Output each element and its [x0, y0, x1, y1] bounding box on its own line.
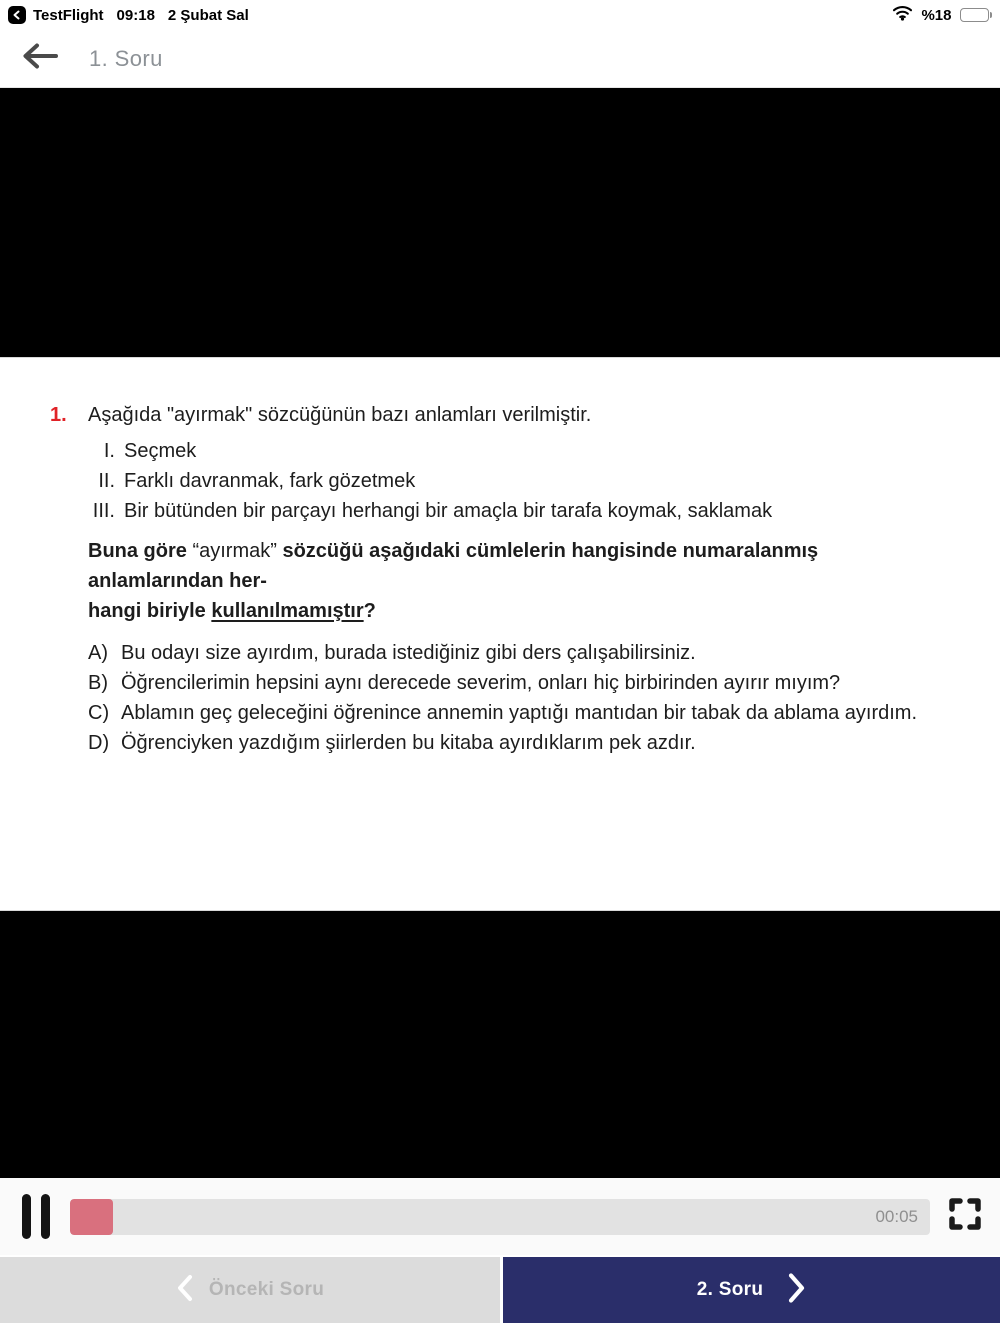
option-c [88, 698, 952, 728]
status-app-name: TestFlight [33, 6, 104, 24]
option-text: Ablamın geç geleceğini öğrenince annemin yaptığı mantıdan bir tabak da ablama ayırdım. [121, 702, 918, 724]
chevron-right-icon [787, 1272, 806, 1309]
status-bar-left [8, 6, 249, 24]
status-time: 09:18 [116, 6, 155, 24]
meaning-text: Farklı davranmak, fark gözetmek [124, 470, 416, 492]
bottom-nav [0, 1255, 1000, 1334]
fullscreen-button[interactable] [946, 1198, 984, 1236]
question-stem [88, 536, 952, 626]
nav-bar [0, 30, 1000, 88]
stem-quoted-word: “ayırmak” [192, 540, 277, 562]
option-text: Öğrencilerimin hepsini aynı derecede severim, onları hiç birbirinden ayırır mıyım? [121, 672, 841, 694]
status-bar [0, 0, 1000, 30]
pause-icon [22, 1194, 31, 1239]
meanings-list [88, 436, 952, 526]
meaning-text: Seçmek [124, 440, 197, 462]
pause-button[interactable] [22, 1194, 50, 1239]
previous-question-label: Önceki Soru [208, 1279, 325, 1300]
stem-line1-end: sözcüğü aşağıdaki cümlelerin hangisinde numaralanmış anlamlarından her- [88, 540, 819, 592]
meaning-numeral: II. [98, 470, 115, 492]
arrow-left-icon [20, 40, 60, 77]
fullscreen-icon [947, 1196, 983, 1237]
back-button[interactable] [20, 41, 64, 77]
option-label: A) [88, 642, 108, 664]
player-controls [0, 1178, 1000, 1255]
option-d [88, 728, 952, 758]
stem-underlined-word: kullanılmamıştır [211, 600, 364, 622]
option-label: D) [88, 732, 110, 754]
option-label: C) [88, 702, 110, 724]
elapsed-time: 00:05 [875, 1206, 918, 1226]
video-area-bottom[interactable] [0, 910, 1000, 1178]
list-item [88, 436, 952, 466]
progress-bar[interactable] [70, 1199, 930, 1235]
next-question-button[interactable] [503, 1257, 1000, 1323]
battery-icon [960, 8, 993, 22]
next-question-label: 2. Soru [696, 1279, 764, 1300]
stem-question-mark: ? [363, 600, 376, 622]
meaning-text: Bir bütünden bir parçayı herhangi bir amaçla bir tarafa koymak, saklamak [124, 500, 773, 522]
progress-fill [70, 1199, 113, 1235]
previous-question-button[interactable] [0, 1257, 500, 1323]
back-to-testflight-button[interactable] [8, 6, 104, 24]
question-body [88, 400, 952, 758]
video-area-top[interactable] [0, 88, 1000, 358]
options-list [88, 638, 952, 758]
meaning-numeral: I. [103, 440, 115, 462]
battery-percent-label: %18 [921, 6, 952, 24]
chevron-left-icon [8, 6, 26, 24]
stem-bold-start: Buna göre [88, 540, 193, 562]
status-date: 2 Şubat Sal [167, 6, 249, 24]
chevron-left-icon [176, 1274, 193, 1307]
option-label: B) [88, 672, 108, 694]
status-bar-right [892, 5, 992, 25]
question-number: 1. [50, 404, 67, 426]
page-title: 1. Soru [89, 45, 163, 71]
option-a [88, 638, 952, 668]
option-b [88, 668, 952, 698]
pause-icon [41, 1194, 50, 1239]
option-text: Öğrenciyken yazdığım şiirlerden bu kitaba ayırdıklarım pek azdır. [121, 732, 696, 754]
list-item [88, 466, 952, 496]
stem-line2-start: hangi biriyle [88, 600, 212, 622]
question-intro: Aşağıda "ayırmak" sözcüğünün bazı anlamları verilmiştir. [88, 404, 592, 426]
option-text: Bu odayı size ayırdım, burada istediğiniz gibi ders çalışabilirsiniz. [121, 642, 696, 664]
question-content [0, 358, 1000, 910]
list-item [88, 496, 952, 526]
meaning-numeral: III. [92, 500, 115, 522]
wifi-icon [892, 5, 913, 25]
